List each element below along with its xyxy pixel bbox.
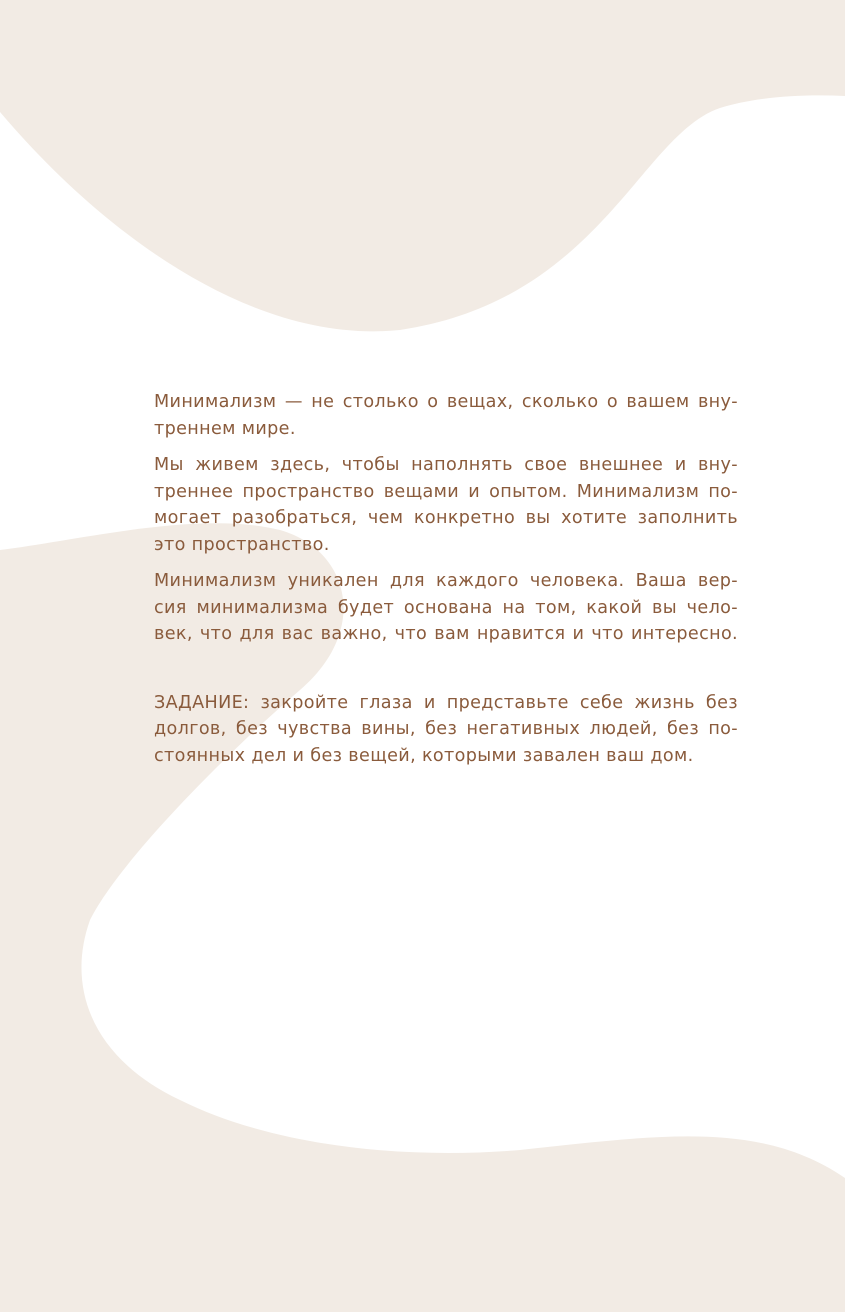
- text-line: Минимализм уникален для каждого человека. Ваша вер-: [154, 571, 738, 591]
- text-line: стоянных дел и без вещей, которыми завален ваш дом.: [154, 745, 694, 766]
- text-line: могает разобраться, чем конкретно вы хотите заполнить: [154, 508, 738, 528]
- text-line: Мы живем здесь, чтобы наполнять свое внешнее и вну-: [154, 455, 738, 475]
- text-line: долгов, без чувства вины, без негативных людей, без по-: [154, 719, 738, 739]
- text-line: сия минимализма будет основана на том, какой вы чело-: [154, 597, 738, 618]
- paragraph-1: [154, 389, 738, 442]
- task-paragraph: [154, 690, 738, 770]
- text-line: треннем мире.: [154, 418, 296, 439]
- text-line: ЗАДАНИЕ: закройте глаза и представьте себе жизнь без: [154, 692, 738, 713]
- body-text: [154, 389, 738, 779]
- text-line: это пространство.: [154, 534, 330, 555]
- text-line: Минимализм — не столько о вещах, сколько о вашем вну-: [154, 392, 738, 412]
- text-line: век, что для вас важно, что вам нравится и что интересно.: [154, 624, 738, 644]
- paragraph-3: [154, 568, 738, 648]
- paragraph-2: [154, 452, 738, 558]
- text-line: треннее пространство вещами и опытом. Минимализм по-: [154, 481, 738, 502]
